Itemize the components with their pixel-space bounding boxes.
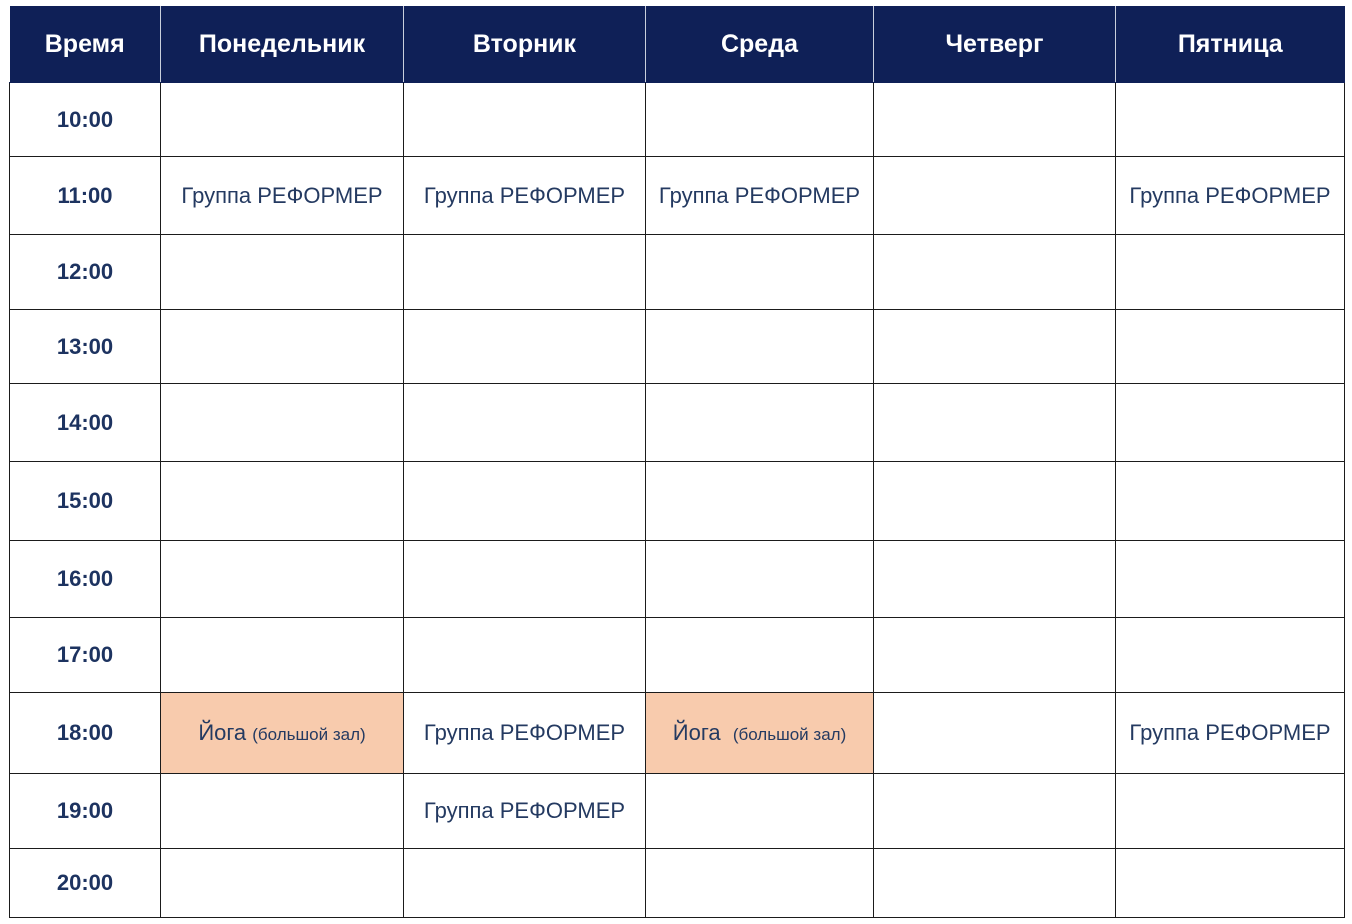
- schedule-cell: Группа РЕФОРМЕР: [1116, 157, 1345, 235]
- header-row: [10, 6, 1345, 83]
- time-cell: 14:00: [10, 384, 161, 462]
- table-row: [10, 310, 1345, 384]
- schedule-cell: [1116, 462, 1345, 541]
- schedule-cell: [874, 310, 1116, 384]
- schedule-cell: [404, 462, 646, 541]
- schedule-cell: [874, 83, 1116, 157]
- time-cell: 11:00: [10, 157, 161, 235]
- schedule-cell: [1116, 849, 1345, 918]
- time-cell: 19:00: [10, 774, 161, 849]
- table-row: [10, 541, 1345, 618]
- schedule-cell: [161, 774, 404, 849]
- schedule-cell: [874, 618, 1116, 693]
- class-name: Йога: [198, 720, 247, 745]
- table-row: [10, 462, 1345, 541]
- table-row: [10, 618, 1345, 693]
- schedule-cell: [404, 384, 646, 462]
- time-cell: 20:00: [10, 849, 161, 918]
- schedule-cell: [1116, 618, 1345, 693]
- schedule-cell: [404, 618, 646, 693]
- header-wednesday: Среда: [646, 6, 874, 83]
- schedule-cell: [404, 310, 646, 384]
- header-tuesday: Вторник: [404, 6, 646, 83]
- schedule-cell: Группа РЕФОРМЕР: [1116, 693, 1345, 774]
- schedule-cell: [404, 849, 646, 918]
- schedule-table: [9, 6, 1345, 918]
- table-row: [10, 83, 1345, 157]
- schedule-cell: [874, 693, 1116, 774]
- schedule-cell: [161, 310, 404, 384]
- schedule-cell: [646, 849, 874, 918]
- time-cell: 12:00: [10, 235, 161, 310]
- table-row: [10, 235, 1345, 310]
- yoga-cell: [646, 693, 874, 774]
- schedule-cell: [874, 384, 1116, 462]
- table-row: [10, 384, 1345, 462]
- schedule-cell: [646, 83, 874, 157]
- schedule-cell: [646, 384, 874, 462]
- schedule-cell: [874, 849, 1116, 918]
- schedule-cell: [646, 235, 874, 310]
- schedule-cell: [1116, 384, 1345, 462]
- schedule-cell: [161, 849, 404, 918]
- schedule-cell: [1116, 774, 1345, 849]
- schedule-cell: Группа РЕФОРМЕР: [646, 157, 874, 235]
- header-friday: Пятница: [1116, 6, 1345, 83]
- yoga-room-note: (большой зал): [732, 725, 847, 744]
- table-row: [10, 693, 1345, 774]
- schedule-cell: [1116, 541, 1345, 618]
- schedule-cell: [646, 541, 874, 618]
- schedule-cell: [161, 618, 404, 693]
- schedule-cell: [874, 462, 1116, 541]
- schedule-cell: [874, 541, 1116, 618]
- header-time: Время: [10, 6, 161, 83]
- time-cell: 15:00: [10, 462, 161, 541]
- header-monday: Понедельник: [161, 6, 404, 83]
- schedule-cell: [404, 541, 646, 618]
- schedule-cell: [646, 310, 874, 384]
- table-row: [10, 849, 1345, 918]
- schedule-cell: Группа РЕФОРМЕР: [161, 157, 404, 235]
- table-row: [10, 774, 1345, 849]
- schedule-cell: [1116, 235, 1345, 310]
- schedule-cell: [161, 541, 404, 618]
- schedule-cell: Группа РЕФОРМЕР: [404, 693, 646, 774]
- schedule-cell: [161, 462, 404, 541]
- time-cell: 16:00: [10, 541, 161, 618]
- schedule-cell: [874, 157, 1116, 235]
- schedule-cell: [646, 462, 874, 541]
- time-cell: 17:00: [10, 618, 161, 693]
- schedule-cell: [1116, 310, 1345, 384]
- yoga-room-note: (большой зал): [252, 725, 366, 744]
- schedule-cell: [646, 774, 874, 849]
- schedule-cell: Группа РЕФОРМЕР: [404, 157, 646, 235]
- schedule-cell: [161, 235, 404, 310]
- time-cell: 18:00: [10, 693, 161, 774]
- schedule-cell: [1116, 83, 1345, 157]
- schedule-cell: Группа РЕФОРМЕР: [404, 774, 646, 849]
- schedule-cell: [646, 618, 874, 693]
- class-name: Йога: [672, 720, 721, 745]
- schedule-cell: [161, 83, 404, 157]
- schedule-cell: [404, 235, 646, 310]
- table-row: [10, 157, 1345, 235]
- header-thursday: Четверг: [874, 6, 1116, 83]
- schedule-cell: [161, 384, 404, 462]
- time-cell: 13:00: [10, 310, 161, 384]
- schedule-cell: [404, 83, 646, 157]
- yoga-cell: [161, 693, 404, 774]
- schedule-cell: [874, 235, 1116, 310]
- time-cell: 10:00: [10, 83, 161, 157]
- schedule-cell: [874, 774, 1116, 849]
